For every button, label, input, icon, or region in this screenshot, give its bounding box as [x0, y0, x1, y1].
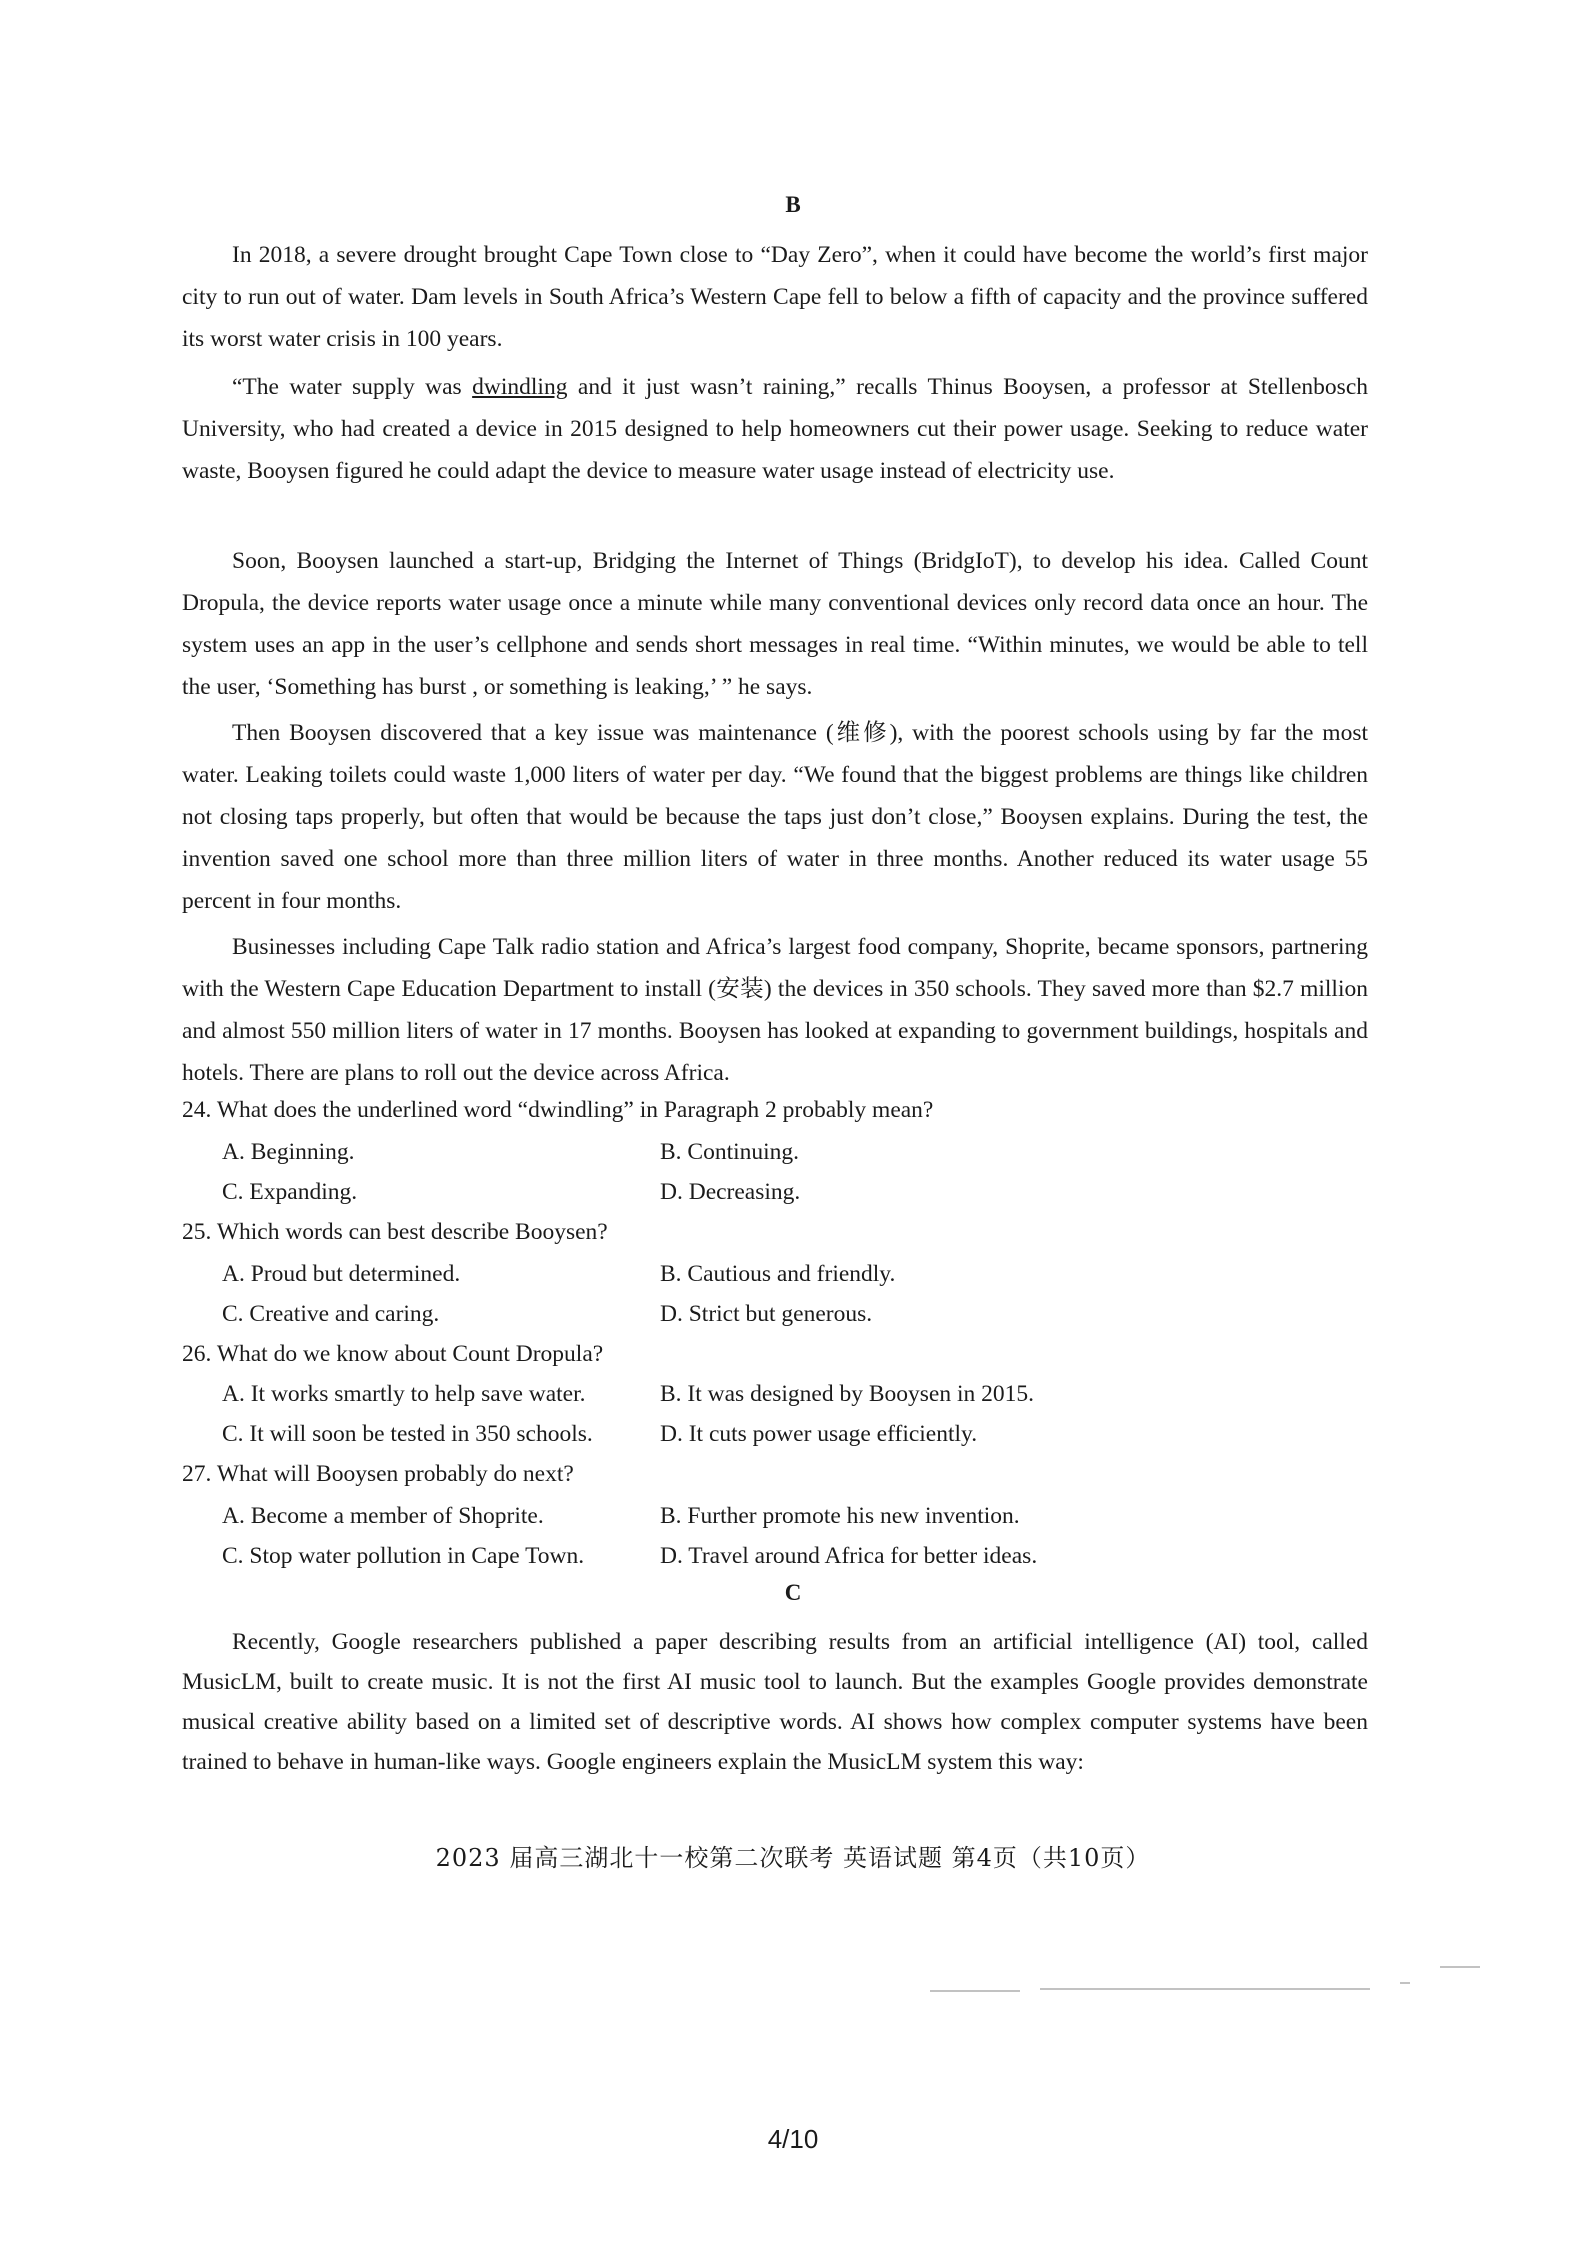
scan-artifact-line [930, 1990, 1020, 1992]
question-27-option-b: B. Further promote his new invention. [660, 1503, 1020, 1529]
section-c-paragraph-1: Recently, Google researchers published a paper describing results from an artificial intelligence (AI) tool, called MusicLM, built to create music. It is not the first AI music tool to launch. But the examples Google provides demonstrate musical creative ability based on a limited set of descriptive words. AI shows how complex computer systems have been trained to behave in human-like ways. Google engineers explain the MusicLM system this way: [182, 1629, 1368, 1775]
question-24-option-a: A. Beginning. [222, 1139, 355, 1165]
question-25-option-d: D. Strict but generous. [660, 1301, 873, 1327]
question-26-option-a: A. It works smartly to help save water. [222, 1381, 586, 1407]
scan-artifact-line [1440, 1966, 1480, 1968]
question-26-option-b: B. It was designed by Booysen in 2015. [660, 1381, 1035, 1407]
question-24-option-d: D. Decreasing. [660, 1179, 801, 1205]
question-24-option-c: C. Expanding. [222, 1179, 358, 1205]
question-24-option-b: B. Continuing. [660, 1139, 800, 1165]
page-footer: 2023 届高三湖北十一校第二次联考 英语试题 第4页（共10页） [435, 1844, 1151, 1872]
section-b-paragraph-1: In 2018, a severe drought brought Cape Town close to “Day Zero”, when it could have become the world’s first major city to run out of water. Dam levels in South Africa’s Western Cape fell to below a fifth of capacity and the province suffered its worst water crisis in 100 years. [182, 242, 1368, 352]
question-27-stem: 27. What will Booysen probably do next? [182, 1461, 574, 1487]
question-26-option-d: D. It cuts power usage efficiently. [660, 1421, 978, 1447]
question-25-stem: 25. Which words can best describe Booysen? [182, 1219, 608, 1245]
section-b-paragraph-4: Then Booysen discovered that a key issue was maintenance (维修), with the poorest schools using by far the most water. Leaking toilets could waste 1,000 liters of water per day. “We found that the biggest problems are things like children not closing taps properly, but often that would be because the taps just don’t close,” Booysen explains. During the test, the invention saved one school more than three million liters of water in three months. Another reduced its water usage 55 percent in four months. [182, 720, 1368, 914]
question-26-stem: 26. What do we know about Count Dropula? [182, 1341, 604, 1367]
question-25-option-a: A. Proud but determined. [222, 1261, 461, 1287]
scan-artifact-line [1400, 1982, 1410, 1984]
section-b-paragraph-5: Businesses including Cape Talk radio station and Africa’s largest food company, Shoprite, became sponsors, partnering with the Western Cape Education Department to install (安装) the devices in 350 schools. They saved more than $2.7 million and almost 550 million liters of water in 17 months. Booysen has looked at expanding to government buildings, hospitals and hotels. There are plans to roll out the device across Africa. [182, 934, 1368, 1086]
question-25-option-c: C. Creative and caring. [222, 1301, 440, 1327]
section-b-paragraph-2: “The water supply was dwindling and it just wasn’t raining,” recalls Thinus Booysen, a professor at Stellenbosch University, who had created a device in 2015 designed to help homeowners cut their power usage. Seeking to reduce water waste, Booysen figured he could adapt the device to measure water usage instead of electricity use. [182, 374, 1368, 484]
question-27-option-d: D. Travel around Africa for better ideas. [660, 1543, 1038, 1569]
section-b-paragraph-3: Soon, Booysen launched a start-up, Bridging the Internet of Things (BridgIoT), to develop his idea. Called Count Dropula, the device reports water usage once a minute while many conventional devices only record data once an hour. The system uses an app in the user’s cellphone and sends short messages in real time. “Within minutes, we would be able to tell the user, ‘Something has burst , or something is leaking,’ ” he says. [182, 548, 1368, 700]
question-27-option-c: C. Stop water pollution in Cape Town. [222, 1543, 585, 1569]
scan-artifact-line [1040, 1988, 1370, 1990]
question-27-option-a: A. Become a member of Shoprite. [222, 1503, 544, 1529]
question-25-option-b: B. Cautious and friendly. [660, 1261, 896, 1287]
section-b-heading: B [785, 192, 801, 217]
page-number: 4/10 [767, 2124, 819, 2154]
underlined-word: dwindling [472, 374, 568, 400]
section-c-heading: C [784, 1580, 802, 1605]
question-24-stem: 24. What does the underlined word “dwindling” in Paragraph 2 probably mean? [182, 1097, 934, 1123]
question-26-option-c: C. It will soon be tested in 350 schools. [222, 1421, 593, 1447]
